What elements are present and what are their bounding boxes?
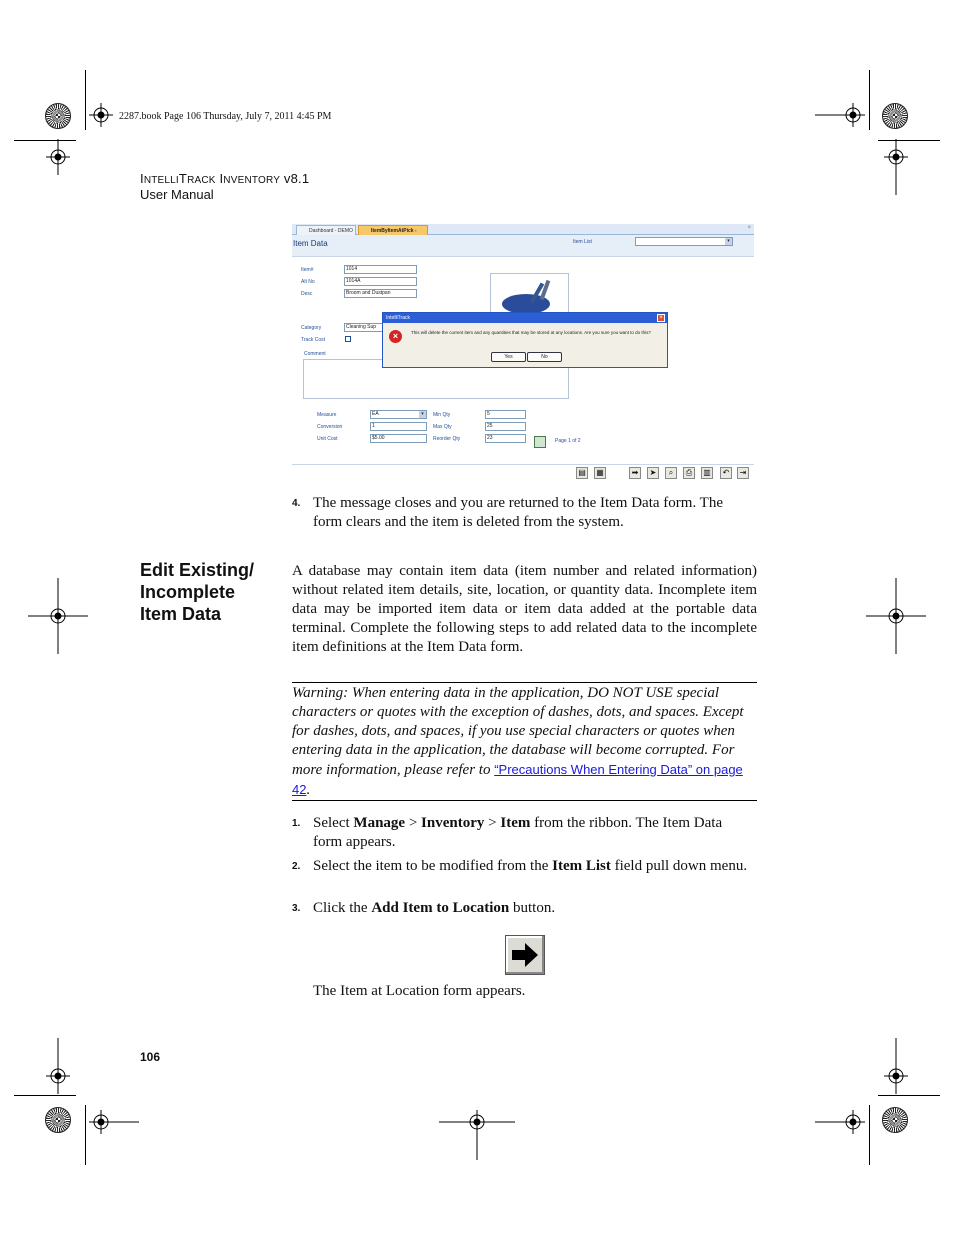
item-number-field[interactable]: 1014 — [344, 265, 417, 274]
step-number: 2. — [292, 861, 301, 872]
item-list-combo[interactable] — [635, 237, 733, 246]
reorder-qty-label: Reorder Qty — [433, 436, 461, 442]
precautions-link[interactable]: “Precautions When Entering Data” on page 42 — [292, 762, 743, 797]
title-part: RACK — [187, 175, 216, 186]
step-text — [313, 814, 753, 852]
print-slug: 2287.book Page 106 Thursday, July 7, 2011 4:45 PM — [119, 111, 332, 122]
step-text — [313, 899, 753, 918]
conversion-label: Conversion — [317, 424, 343, 430]
registration-target — [89, 1110, 139, 1134]
item-data-screenshot — [292, 224, 754, 482]
step-number: 3. — [292, 903, 301, 914]
menu-term: Manage — [353, 815, 406, 831]
measure-label: Measure — [317, 412, 337, 418]
text: Click the — [313, 900, 372, 916]
text: > — [484, 815, 501, 831]
form-title: Item Data — [293, 239, 328, 248]
track-cost-checkbox[interactable] — [345, 336, 351, 342]
undo-icon[interactable]: ↶ — [720, 467, 732, 479]
dialog-message: This will delete the current item and any quantities that may be stored at any locations. Are you sure you want to do this? — [411, 330, 651, 335]
desc-field[interactable]: Broom and Dustpan — [344, 289, 417, 298]
details-grid-icon[interactable] — [534, 436, 546, 448]
step-text — [313, 857, 753, 876]
text: button. — [509, 900, 556, 916]
tab-dashboard[interactable] — [296, 225, 356, 235]
warning-note — [292, 684, 757, 800]
heading-line: Edit Existing/ — [140, 560, 255, 580]
add-item-to-location-button — [505, 935, 545, 975]
form-header — [292, 235, 754, 257]
close-icon[interactable]: × — [747, 225, 751, 231]
menu-term: Item — [500, 815, 531, 831]
section-paragraph: A database may contain item data (item number and related information) without related item details, site, location, or quantity data. Incomplete item data may be imported item data or item data added at the portable data terminal. Complete the following steps to add related data to the incomplete item definitions at the Item Data form. — [292, 563, 757, 655]
running-head-subtitle: User Manual — [140, 187, 214, 202]
alt-no-field[interactable]: 1014A — [344, 277, 417, 286]
delete-icon[interactable]: ▥ — [701, 467, 713, 479]
title-part: NTELLI — [143, 175, 179, 186]
max-qty-field[interactable]: 25 — [485, 422, 526, 431]
list-icon[interactable]: ▦ — [594, 467, 606, 479]
registration-target — [28, 578, 88, 654]
button-term: Add Item to Location — [371, 900, 510, 916]
new-record-icon[interactable]: ▤ — [576, 467, 588, 479]
title-part: v8.1 — [280, 171, 310, 186]
tab-label: Dashboard - DEMO — [309, 228, 353, 234]
print-icon[interactable]: ⎙ — [683, 467, 695, 479]
warning-top-rule — [292, 682, 757, 683]
field-term: Item List — [552, 858, 611, 874]
tab-item-data[interactable] — [358, 225, 428, 235]
search-next-icon[interactable]: ➤ — [647, 467, 659, 479]
registration-target — [884, 1038, 908, 1094]
tab-label: ItemByItemAtPick - — [371, 228, 417, 234]
text: Select the item to be modified from the — [313, 858, 553, 874]
warning-after: . — [306, 782, 311, 798]
min-qty-label: Min Qty — [433, 412, 451, 418]
registration-target — [439, 1110, 515, 1160]
unit-cost-label: Unit Cost — [317, 436, 338, 442]
delete-confirm-dialog — [382, 312, 668, 368]
track-cost-label: Track Cost — [301, 337, 325, 343]
registration-target — [815, 103, 865, 127]
registration-target — [866, 578, 926, 654]
min-qty-field[interactable]: 5 — [485, 410, 526, 419]
text: > — [405, 815, 422, 831]
unit-cost-field[interactable]: $5.00 — [370, 434, 427, 443]
right-arrow-icon — [505, 935, 545, 975]
dialog-title: IntelliTrack — [383, 313, 667, 323]
document-tab-bar — [292, 224, 754, 235]
running-head-title — [140, 171, 309, 186]
exit-icon[interactable]: ⇥ — [737, 467, 749, 479]
category-label: Category — [301, 325, 322, 331]
error-icon: × — [389, 330, 402, 343]
no-button[interactable]: No — [527, 352, 562, 362]
title-part: I — [215, 171, 224, 186]
heading-line: Item Data — [140, 604, 222, 624]
text: field pull down menu. — [610, 858, 748, 874]
item-label: Item# — [301, 267, 314, 273]
title-part: I — [140, 171, 144, 186]
chevron-down-icon[interactable]: ▾ — [419, 411, 426, 418]
step-number: 4. — [292, 498, 301, 509]
warning-bottom-rule — [292, 800, 757, 801]
result-text: The Item at Location form appears. — [313, 983, 526, 999]
registration-target — [46, 139, 70, 175]
desc-label: Desc — [301, 291, 313, 297]
reorder-qty-field[interactable]: 23 — [485, 434, 526, 443]
menu-term: Inventory — [421, 815, 485, 831]
registration-target — [46, 1038, 70, 1094]
max-qty-label: Max Qty — [433, 424, 452, 430]
heading-line: Incomplete — [140, 582, 236, 602]
title-part: T — [178, 171, 188, 186]
conversion-field[interactable]: 1 — [370, 422, 427, 431]
chevron-down-icon[interactable]: ▾ — [725, 238, 732, 245]
close-icon[interactable]: × — [657, 314, 665, 322]
registration-target — [89, 103, 113, 127]
measure-combo[interactable] — [370, 410, 427, 419]
page-number: 106 — [140, 1050, 161, 1064]
step-text: The message closes and you are returned to the Item Data form. The form clears and the item is deleted from the system. — [313, 495, 723, 530]
text: from the ribbon. The Item Data form appears. — [313, 815, 723, 850]
comment-label: Comment — [304, 351, 326, 357]
registration-target — [884, 139, 908, 195]
add-to-location-icon[interactable]: ➡ — [629, 467, 641, 479]
alt-no-label: Alt No — [301, 279, 315, 285]
measure-value: EA — [372, 411, 379, 417]
find-icon[interactable]: ⌕ — [665, 467, 677, 479]
section-heading — [140, 559, 280, 625]
page-indicator: Page 1 of 2 — [555, 438, 581, 444]
yes-button[interactable]: Yes — [491, 352, 526, 362]
category-field[interactable]: Cleaning Sup — [344, 323, 384, 332]
warning-text: Warning: When entering data in the application, DO NOT USE special characters or quotes with the exception of dashes, dots, and spaces. Except for dashes, dots, and spaces, if you use special characters or quotes when entering data in the application, the database will become corrupted. For more information, please refer to — [292, 685, 744, 778]
text: Select — [313, 815, 354, 831]
title-part: NVENTORY — [223, 175, 281, 186]
registration-target — [815, 1110, 865, 1134]
item-list-label: Item List — [573, 239, 592, 245]
step-number: 1. — [292, 818, 301, 829]
